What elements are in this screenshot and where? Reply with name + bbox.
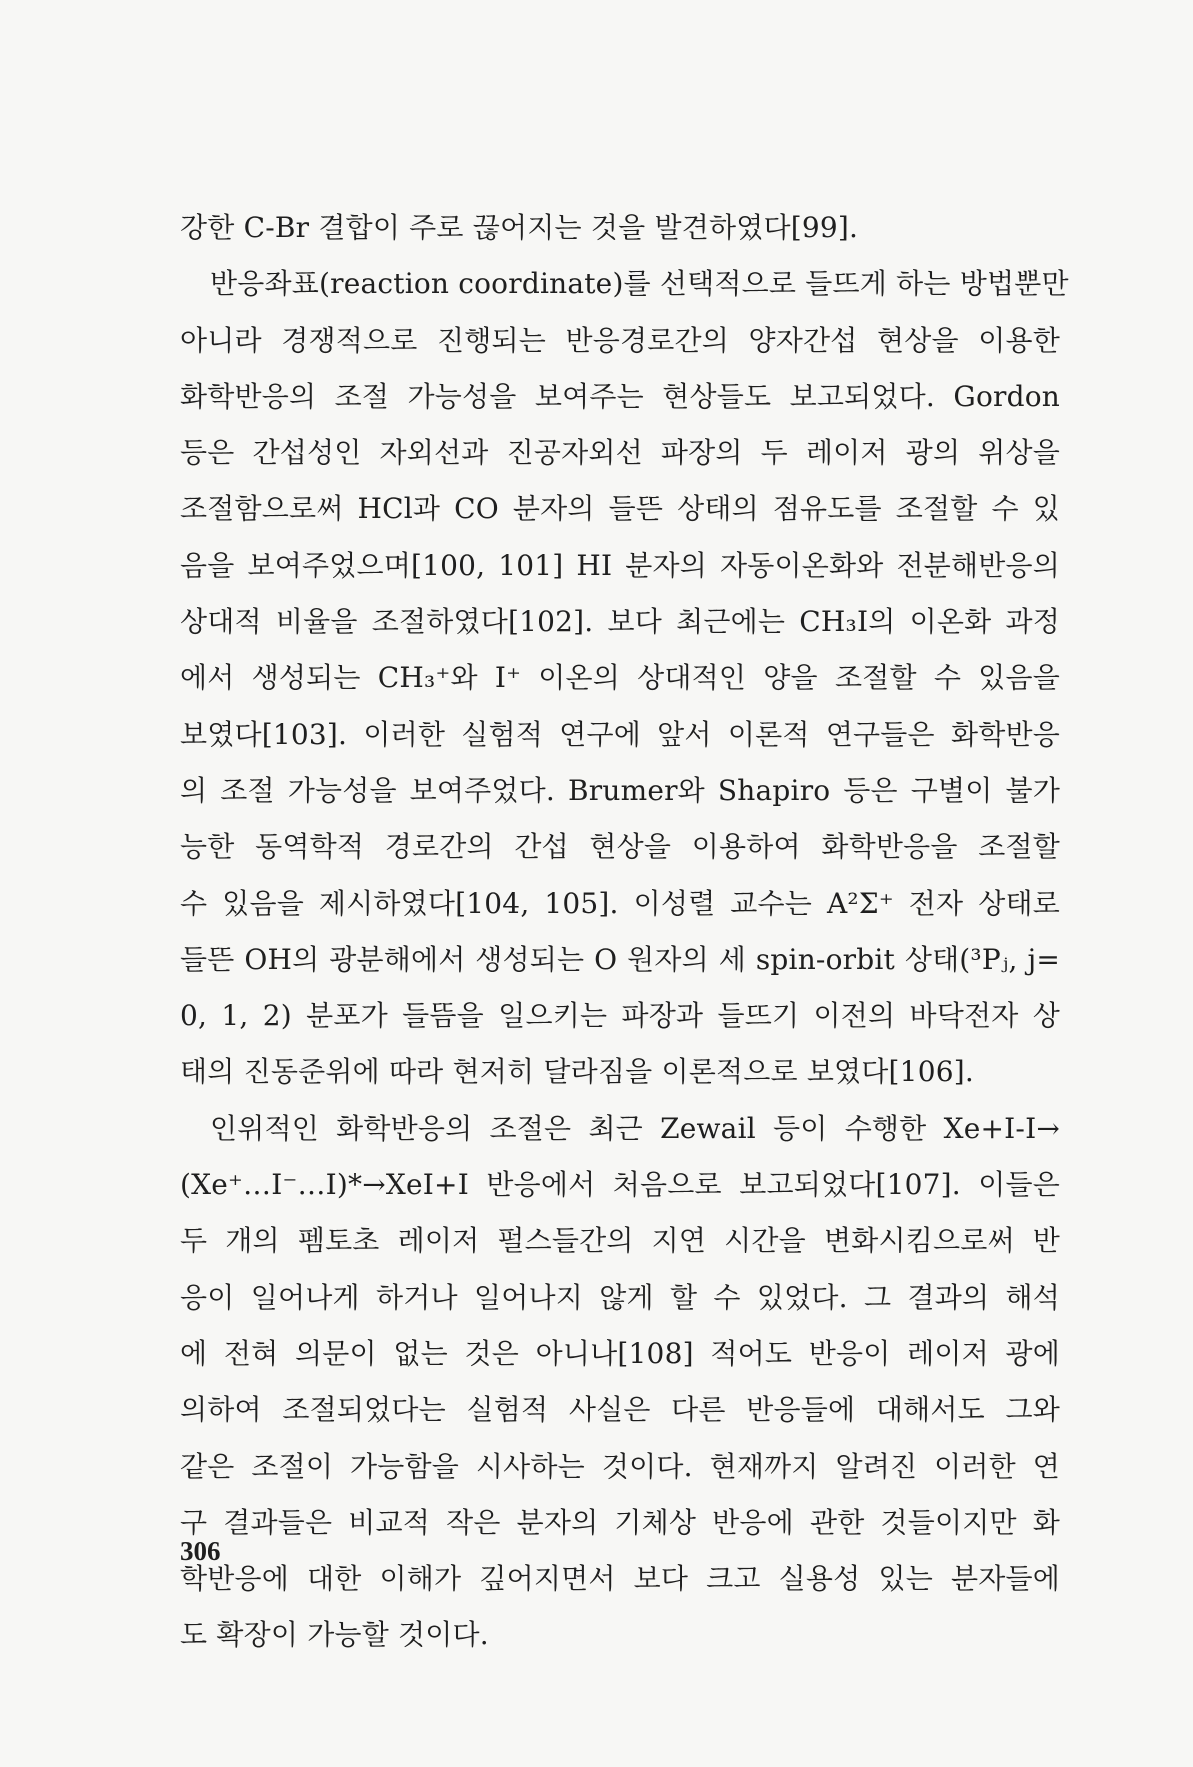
text-line: 도 확장이 가능할 것이다. — [180, 1618, 489, 1652]
text-line: 의 조절 가능성을 보여주었다. Brumer와 Shapiro 등은 구별이 불가 — [180, 773, 1060, 807]
text-line: 수 있음을 제시하였다[104, 105]. 이성렬 교수는 A²Σ⁺ 전자 상태로 — [180, 886, 1060, 920]
text-line: 아니라 경쟁적으로 진행되는 반응경로간의 양자간섭 현상을 이용한 — [180, 323, 1060, 357]
text-line: 태의 진동준위에 따라 현저히 달라짐을 이론적으로 보였다[106]. — [180, 1055, 974, 1089]
text-line: 에서 생성되는 CH₃⁺와 I⁺ 이온의 상대적인 양을 조절할 수 있음을 — [180, 661, 1060, 695]
text-line: 인위적인 화학반응의 조절은 최근 Zewail 등이 수행한 Xe+I-I→ — [210, 1111, 1060, 1145]
text-line: 화학반응의 조절 가능성을 보여주는 현상들도 보고되었다. Gordon — [180, 379, 1060, 413]
text-line: 보였다[103]. 이러한 실험적 연구에 앞서 이론적 연구들은 화학반응 — [180, 717, 1060, 751]
text-line: 능한 동역학적 경로간의 간섭 현상을 이용하여 화학반응을 조절할 — [180, 830, 1060, 864]
text-line: 반응좌표(reaction coordinate)를 선택적으로 들뜨게 하는 방법뿐만 — [210, 267, 1069, 301]
text-line: 등은 간섭성인 자외선과 진공자외선 파장의 두 레이저 광의 위상을 — [180, 436, 1060, 470]
text-line: 상대적 비율을 조절하였다[102]. 보다 최근에는 CH₃I의 이온화 과정 — [180, 605, 1060, 639]
text-line: (Xe⁺…I⁻…I)*→XeI+I 반응에서 처음으로 보고되었다[107]. 이들은 — [180, 1168, 1060, 1202]
text-line: 강한 C-Br 결합이 주로 끊어지는 것을 발견하였다[99]. — [180, 211, 859, 244]
text-line: 구 결과들은 비교적 작은 분자의 기체상 반응에 관한 것들이지만 화 — [180, 1505, 1060, 1539]
text-line: 응이 일어나게 하거나 일어나지 않게 할 수 있었다. 그 결과의 해석 — [180, 1280, 1060, 1314]
page-number: 306 — [180, 1536, 221, 1566]
text-line: 같은 조절이 가능함을 시사하는 것이다. 현재까지 알려진 이러한 연 — [180, 1449, 1060, 1483]
text-line: 학반응에 대한 이해가 깊어지면서 보다 크고 실용성 있는 분자들에 — [180, 1562, 1060, 1596]
text-line: 에 전혀 의문이 없는 것은 아니나[108] 적어도 반응이 레이저 광에 — [180, 1336, 1060, 1370]
text-line: 두 개의 펨토초 레이저 펄스들간의 지연 시간을 변화시킴으로써 반 — [180, 1224, 1060, 1258]
text-line: 음을 보여주었으며[100, 101] HI 분자의 자동이온화와 전분해반응의 — [180, 548, 1060, 582]
text-line: 들뜬 OH의 광분해에서 생성되는 O 원자의 세 spin-orbit 상태(³Pⱼ, j= — [180, 942, 1060, 976]
text-line: 조절함으로써 HCl과 CO 분자의 들뜬 상태의 점유도를 조절할 수 있 — [180, 492, 1060, 526]
body-text — [180, 200, 1069, 1664]
text-line: 0, 1, 2) 분포가 들뜸을 일으키는 파장과 들뜨기 이전의 바닥전자 상 — [180, 999, 1060, 1033]
text-line: 의하여 조절되었다는 실험적 사실은 다른 반응들에 대해서도 그와 — [180, 1393, 1060, 1427]
